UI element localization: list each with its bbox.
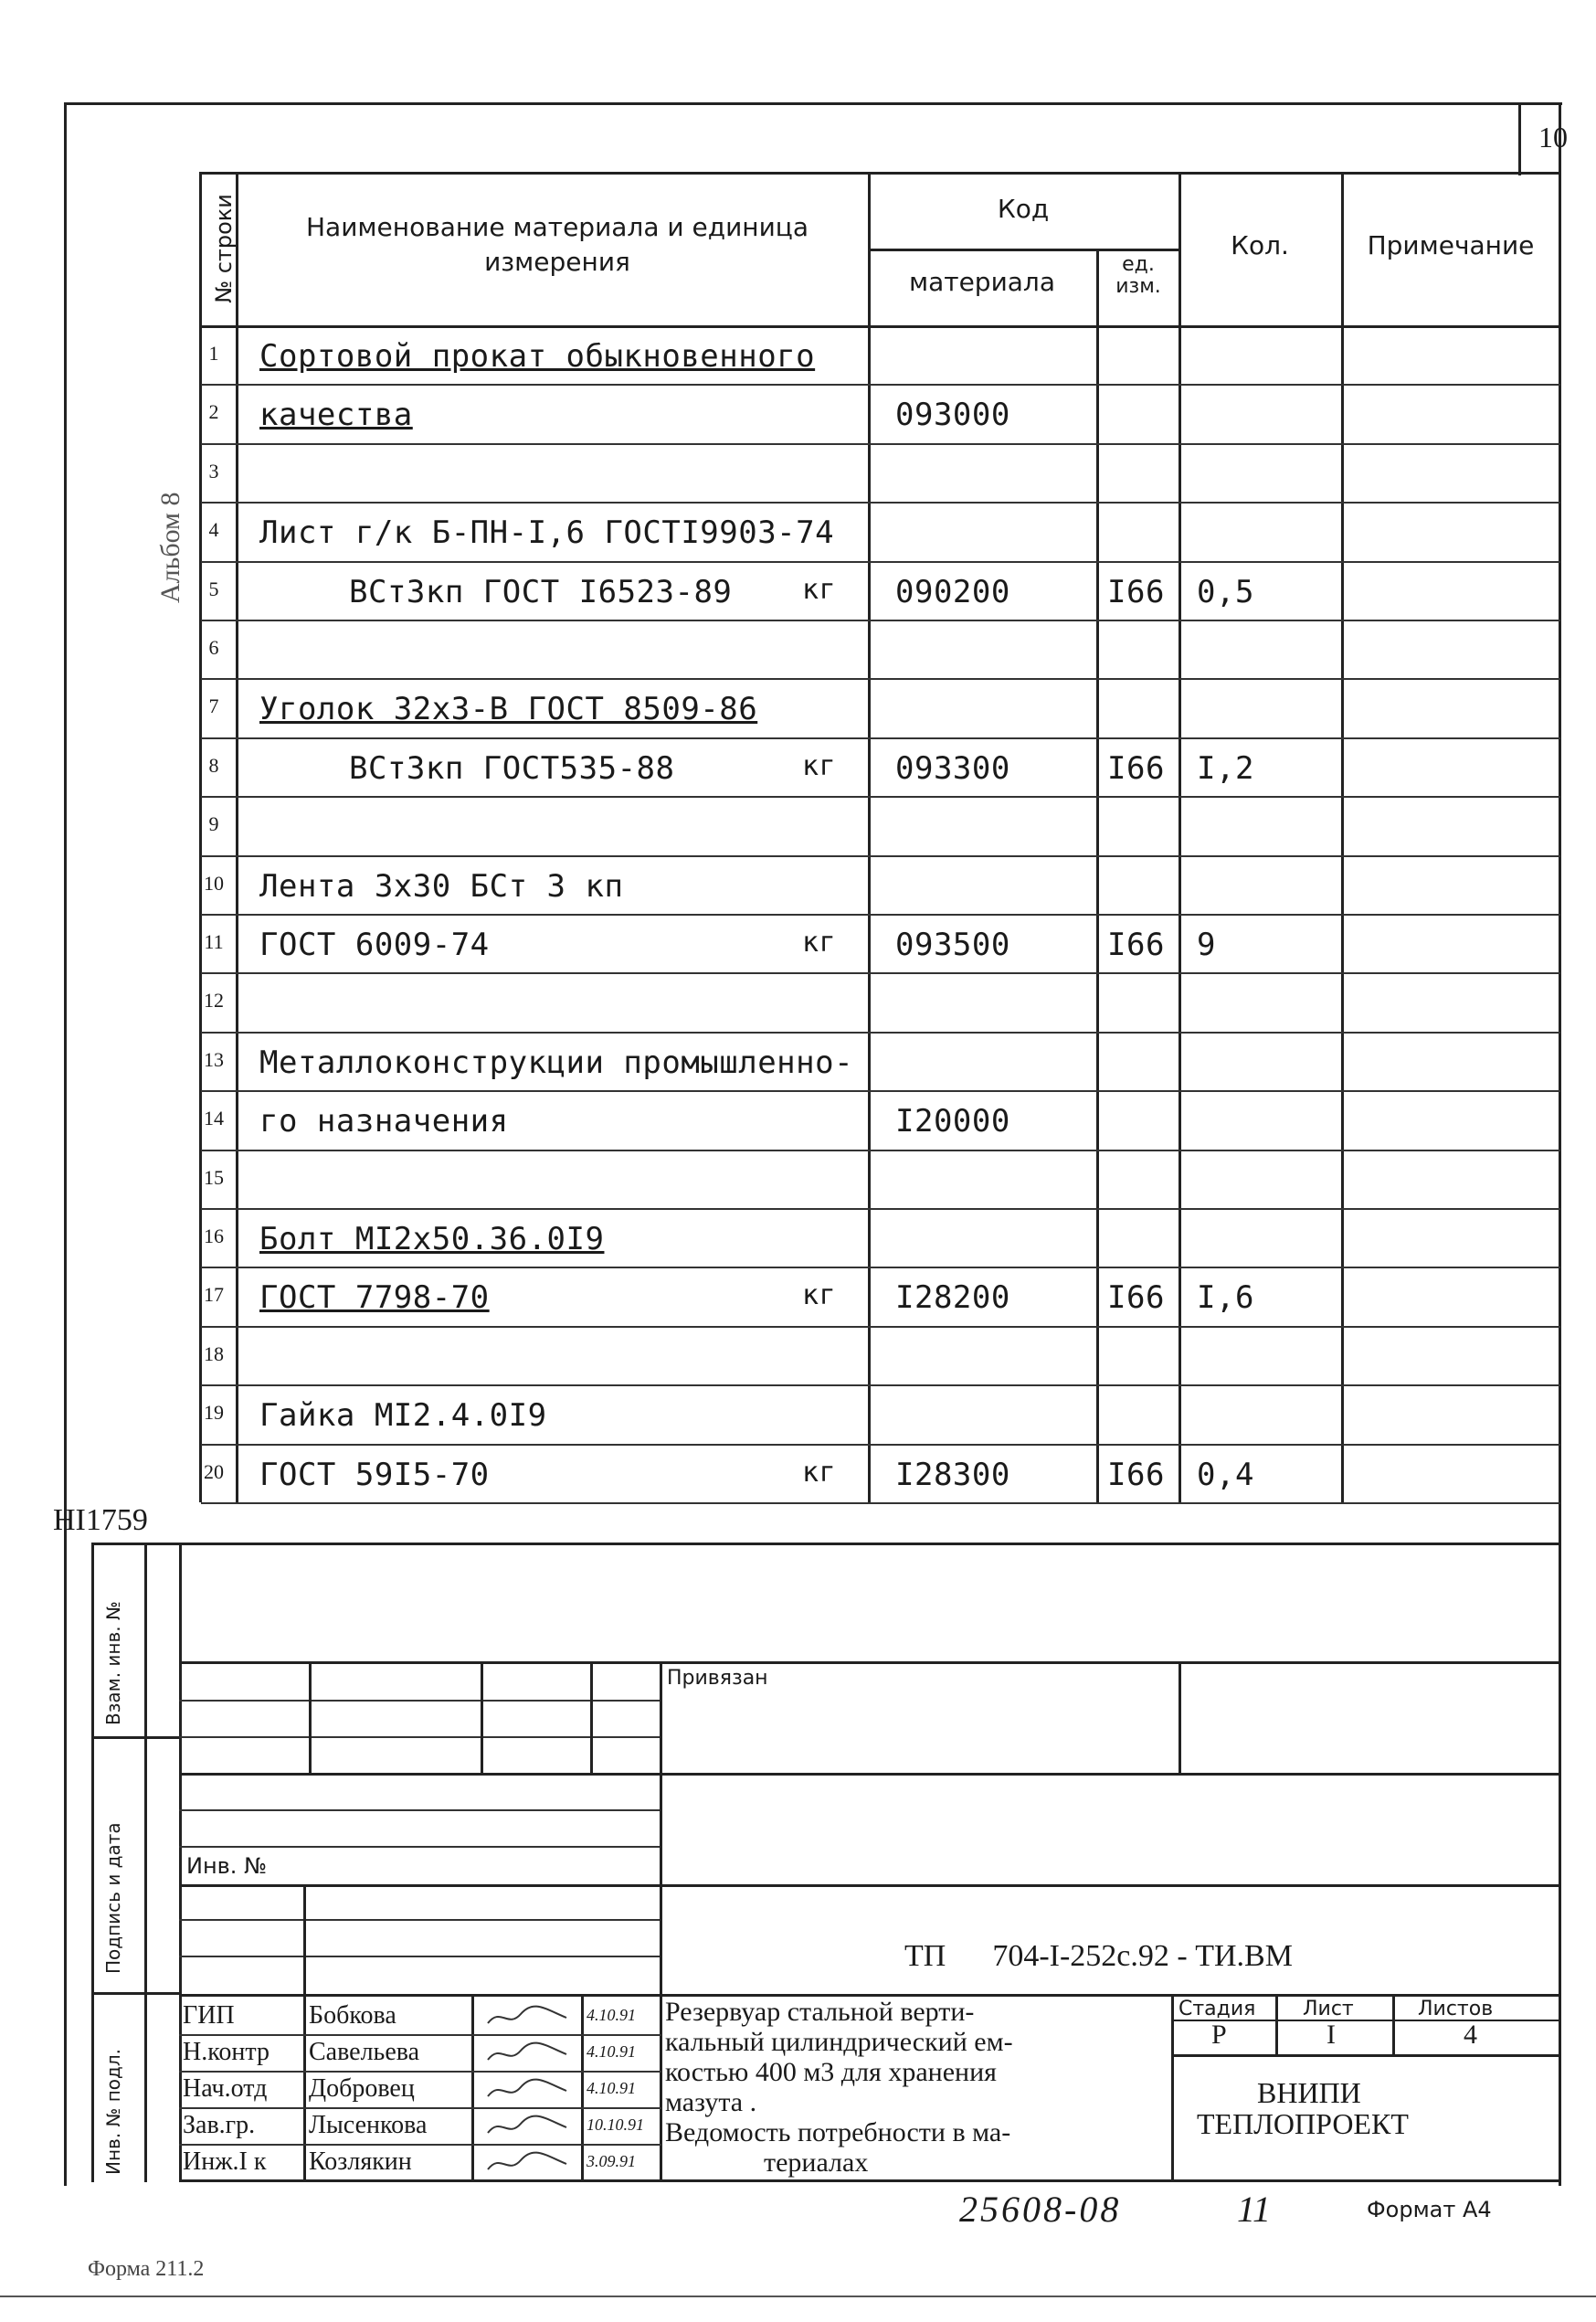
page-number-box bbox=[1518, 102, 1521, 175]
row-line bbox=[201, 1444, 1560, 1446]
signer-role: Нач.отд bbox=[183, 2074, 268, 2103]
footer-page: 11 bbox=[1237, 2189, 1272, 2230]
row-material-code: I28200 bbox=[895, 1279, 1010, 1316]
row-line bbox=[201, 561, 1560, 563]
row-name: ВСт3кп ГОСТ535-88 bbox=[349, 750, 675, 787]
row-number: 12 bbox=[204, 989, 224, 1012]
signer-date: 10.10.91 bbox=[587, 2115, 644, 2134]
row-unit: кг bbox=[802, 927, 837, 959]
signer-role: ГИП bbox=[183, 2001, 235, 2030]
signer-name: Лысенкова bbox=[309, 2111, 428, 2139]
stage-value: Р bbox=[1211, 2020, 1227, 2050]
header-name: Наименование материала и единица измерения bbox=[306, 212, 809, 277]
header-code: Код bbox=[997, 194, 1050, 224]
stage-col-2 bbox=[1392, 1994, 1395, 2054]
row-quantity: I,6 bbox=[1197, 1279, 1254, 1316]
row-line bbox=[201, 1502, 1560, 1504]
row-line bbox=[201, 678, 1560, 680]
form-label: Форма 211.2 bbox=[88, 2257, 205, 2281]
row-material-code: 093500 bbox=[895, 927, 1010, 963]
row-material-code: 090200 bbox=[895, 574, 1010, 610]
row-line bbox=[201, 1326, 1560, 1328]
description-line: кальный цилиндрический ем- bbox=[665, 2027, 1013, 2057]
format-label: Формат А4 bbox=[1367, 2197, 1492, 2222]
signer-date: 4.10.91 bbox=[587, 2042, 636, 2061]
row-number: 3 bbox=[208, 460, 219, 482]
side-podp: Подпись и дата bbox=[102, 1822, 124, 1974]
row-number: 7 bbox=[208, 694, 219, 717]
signer-date: 4.10.91 bbox=[587, 2006, 636, 2024]
row-unit-code: I66 bbox=[1107, 927, 1165, 963]
signer-role: Инж.I к bbox=[183, 2147, 267, 2176]
row-name: качества bbox=[259, 397, 413, 433]
header-note: Примечание bbox=[1367, 230, 1535, 260]
signer-line bbox=[179, 2144, 661, 2146]
row-quantity: 0,5 bbox=[1197, 574, 1254, 610]
row-name: ГОСТ 59I5-70 bbox=[259, 1457, 490, 1493]
row-material-code: I20000 bbox=[895, 1103, 1010, 1140]
tb-col-1 bbox=[309, 1661, 312, 1773]
tb-bottom bbox=[179, 2179, 1560, 2182]
page-number: 10 bbox=[1538, 121, 1568, 154]
row-line bbox=[201, 855, 1560, 857]
desc-right bbox=[1171, 1994, 1174, 2182]
col-line-qty-left bbox=[1179, 172, 1181, 1502]
row-name: Лента 3х30 БСт 3 кп bbox=[259, 868, 624, 905]
tb-col-privyazan bbox=[1179, 1661, 1181, 1773]
tb-line-5 bbox=[179, 1809, 661, 1811]
row-line bbox=[201, 914, 1560, 916]
row-unit-code: I66 bbox=[1107, 750, 1165, 787]
row-line bbox=[201, 1384, 1560, 1386]
row-number: 1 bbox=[208, 342, 219, 365]
row-line bbox=[201, 502, 1560, 504]
row-unit: кг bbox=[802, 1279, 837, 1311]
tb-col-2b bbox=[471, 1994, 474, 2182]
table-top bbox=[201, 172, 1560, 175]
row-number: 6 bbox=[208, 636, 219, 659]
row-number: 17 bbox=[204, 1283, 224, 1306]
stage-label: Стадия bbox=[1179, 1998, 1256, 2020]
signer-name: Добровец bbox=[309, 2074, 415, 2103]
description-line: Резервуар стальной верти- bbox=[665, 1997, 975, 2027]
album-label: Альбом 8 bbox=[155, 492, 185, 603]
side-sep-1 bbox=[91, 1736, 179, 1739]
tb-col-4 bbox=[660, 1661, 662, 2182]
tb-line-1 bbox=[179, 1661, 1560, 1664]
frame-left bbox=[64, 102, 67, 2186]
row-number: 15 bbox=[204, 1166, 224, 1189]
row-number: 13 bbox=[204, 1048, 224, 1071]
row-number: 8 bbox=[208, 754, 219, 777]
row-name: Болт МI2х50.36.0I9 bbox=[259, 1221, 605, 1257]
description-line: Ведомость потребности в ма- bbox=[665, 2117, 1011, 2147]
sheet-value: I bbox=[1326, 2020, 1336, 2050]
lower-top bbox=[91, 1543, 1560, 1545]
row-name: ВСт3кп ГОСТ I6523-89 bbox=[349, 574, 733, 610]
header-rownum: № строки bbox=[211, 194, 237, 303]
row-number: 5 bbox=[208, 578, 219, 600]
header-unit: ед. изм. bbox=[1115, 253, 1161, 298]
row-number: 2 bbox=[208, 400, 219, 423]
code-sub-line bbox=[868, 249, 1179, 251]
col-line-name-left bbox=[236, 172, 238, 1502]
signer-role: Зав.гр. bbox=[183, 2111, 256, 2139]
bottom-rule bbox=[0, 2295, 1596, 2297]
signer-line bbox=[179, 2071, 661, 2073]
header-material: материала bbox=[908, 267, 1055, 297]
tb-line-4 bbox=[179, 1773, 1560, 1776]
row-unit: кг bbox=[802, 750, 837, 782]
side-sep-2 bbox=[91, 1992, 179, 1995]
col-line-unit-left bbox=[1096, 249, 1099, 1502]
description-line: териалах bbox=[764, 2147, 869, 2178]
row-line bbox=[201, 620, 1560, 621]
row-quantity: I,2 bbox=[1197, 750, 1254, 787]
row-unit-code: I66 bbox=[1107, 1279, 1165, 1316]
side-vzam: Взам. инв. № bbox=[102, 1601, 124, 1725]
side-col-left bbox=[91, 1543, 94, 2182]
signature-mark bbox=[484, 2040, 572, 2072]
row-quantity: 9 bbox=[1197, 927, 1216, 963]
signature-mark bbox=[484, 2003, 572, 2035]
signature-mark bbox=[484, 2076, 572, 2108]
row-name: Лист г/к Б-ПН-I,6 ГОСТI9903-74 bbox=[259, 514, 835, 551]
tb-line-2 bbox=[179, 1700, 661, 1702]
doc-code: ТП 704-I-252с.92 - ТИ.ВМ bbox=[904, 1939, 1293, 1973]
col-line-code-left bbox=[868, 172, 871, 1502]
row-name: Гайка МI2.4.0I9 bbox=[259, 1397, 547, 1434]
row-line bbox=[201, 443, 1560, 445]
row-line bbox=[201, 1208, 1560, 1210]
row-line bbox=[201, 737, 1560, 739]
row-quantity: 0,4 bbox=[1197, 1457, 1254, 1493]
sheet-label: Лист bbox=[1303, 1998, 1354, 2020]
signature-mark bbox=[484, 2113, 572, 2145]
row-name: Металлоконструкции промышленно- bbox=[259, 1044, 854, 1081]
signature-mark bbox=[484, 2149, 572, 2181]
row-number: 20 bbox=[204, 1460, 224, 1483]
row-name: Сортовой прокат обыкновенного bbox=[259, 338, 816, 375]
row-line bbox=[201, 796, 1560, 798]
row-unit: кг bbox=[802, 574, 837, 606]
stage-col-1 bbox=[1275, 1994, 1278, 2054]
row-name: го назначения bbox=[259, 1103, 509, 1140]
signer-date: 3.09.91 bbox=[587, 2152, 636, 2170]
tb-line-3 bbox=[179, 1736, 661, 1738]
col-line-note-left bbox=[1341, 172, 1344, 1502]
row-number: 19 bbox=[204, 1401, 224, 1424]
footer-number: 25608-08 bbox=[959, 2189, 1122, 2230]
row-number: 11 bbox=[204, 930, 224, 953]
row-line bbox=[201, 1267, 1560, 1268]
tb-line-8 bbox=[179, 1919, 661, 1921]
description-line: мазута . bbox=[665, 2087, 757, 2117]
signer-line bbox=[179, 2034, 661, 2036]
row-number: 16 bbox=[204, 1225, 224, 1247]
org-line-1: ВНИПИ bbox=[1257, 2076, 1361, 2109]
signer-name: Савельева bbox=[309, 2038, 420, 2066]
row-number: 18 bbox=[204, 1342, 224, 1365]
row-line bbox=[201, 972, 1560, 974]
row-name: Уголок 32х3-В ГОСТ 8509-86 bbox=[259, 691, 758, 727]
row-material-code: I28300 bbox=[895, 1457, 1010, 1493]
description-line: костью 400 м3 для хранения bbox=[665, 2057, 997, 2087]
stage-line-2 bbox=[1171, 2054, 1560, 2057]
signer-name: Козлякин bbox=[309, 2147, 412, 2176]
row-number: 10 bbox=[204, 872, 224, 895]
row-unit: кг bbox=[802, 1457, 837, 1489]
tb-line-7 bbox=[179, 1884, 1560, 1887]
signer-date: 4.10.91 bbox=[587, 2079, 636, 2097]
sheets-value: 4 bbox=[1464, 2020, 1477, 2050]
sheets-label: Листов bbox=[1418, 1998, 1494, 2020]
tb-col-3b bbox=[581, 1994, 584, 2182]
row-number: 14 bbox=[204, 1107, 224, 1129]
row-line bbox=[201, 1032, 1560, 1034]
header-qty: Кол. bbox=[1231, 230, 1289, 260]
row-line bbox=[201, 1090, 1560, 1092]
inventory-number: НI1759 bbox=[53, 1503, 148, 1537]
row-name: ГОСТ 6009-74 bbox=[259, 927, 490, 963]
tb-col-2 bbox=[481, 1661, 483, 1773]
signer-name: Бобкова bbox=[309, 2001, 396, 2030]
tb-left bbox=[179, 1543, 182, 2182]
tb-col-1b bbox=[303, 1884, 306, 2182]
signer-line bbox=[179, 2107, 661, 2109]
frame-top bbox=[64, 102, 1562, 105]
row-name: ГОСТ 7798-70 bbox=[259, 1279, 490, 1316]
row-unit-code: I66 bbox=[1107, 574, 1165, 610]
signer-role: Н.контр bbox=[183, 2038, 270, 2066]
privyazan-label: Привязан bbox=[667, 1667, 768, 1690]
tb-col-3 bbox=[590, 1661, 593, 1773]
side-inv-podl: Инв. № подл. bbox=[102, 2049, 124, 2175]
row-material-code: 093000 bbox=[895, 397, 1010, 433]
row-unit-code: I66 bbox=[1107, 1457, 1165, 1493]
row-number: 4 bbox=[208, 518, 219, 541]
row-line bbox=[201, 384, 1560, 386]
tb-line-9 bbox=[179, 1956, 661, 1957]
header-bottom bbox=[201, 325, 1560, 328]
row-number: 9 bbox=[208, 812, 219, 835]
tb-line-6 bbox=[179, 1846, 661, 1848]
side-col-right bbox=[144, 1543, 147, 2182]
row-line bbox=[201, 1150, 1560, 1151]
row-material-code: 093300 bbox=[895, 750, 1010, 787]
org-line-2: ТЕПЛОПРОЕКТ bbox=[1197, 2107, 1409, 2140]
inv-no-label: Инв. № bbox=[186, 1853, 268, 1879]
